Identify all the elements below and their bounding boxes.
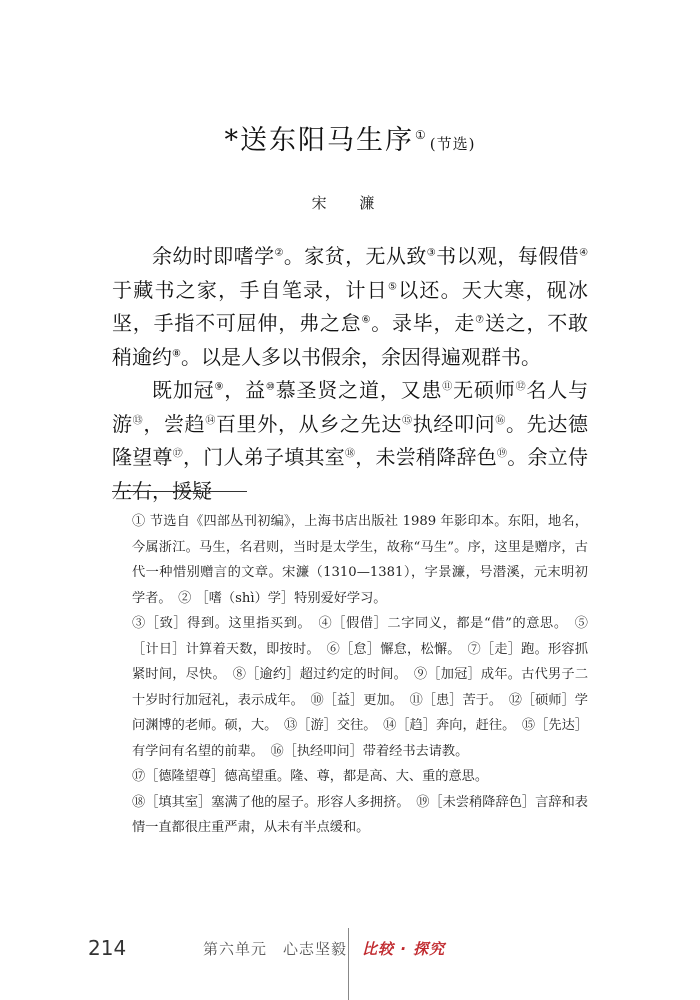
note-mark[interactable]: ⑪ <box>442 381 454 393</box>
title-subtitle: (节选) <box>429 135 476 153</box>
footnote-block: ③［致］得到。这里指买到。 ④［假借］二字同义，都是“借”的意思。 ⑤［计日］计算着天数，即按时。 ⑥［怠］懈怠，松懈。 ⑦［走］跑。形容抓紧时间，尽快。 ⑧［逾约］超过约定的时间。 ⑨［加冠］成年。古代男子二十岁时行加冠礼，表示成年。 ⑩［益］更加。 ⑪［患］苦于。 ⑫［硕师］学问渊博的老师。硕，大。 ⑬［游］交往。 ⑭［趋］奔向，赶往。 ⑮［先达］有学问有名望的前辈。 ⑯［执经叩问］带着经书去请教。 <box>132 616 588 759</box>
author-name: 宋 濂 <box>311 194 389 212</box>
paragraph <box>112 374 588 508</box>
text-run: ，未尝稍降辞色 <box>355 445 497 469</box>
note-mark[interactable]: ⑧ <box>172 347 181 359</box>
text-run: 名人与游 <box>112 378 589 436</box>
text-run: 。录毕，走 <box>371 311 476 335</box>
text-run: 于藏书之家，手自笔录，计日 <box>112 277 388 302</box>
text-run: 以还。天大寒，砚冰坚，手指不可屈伸，弗之怠 <box>112 277 589 335</box>
text-run: ，益 <box>224 378 266 402</box>
text-run: 百里外，从乡之先达 <box>216 411 403 436</box>
text-run: 送之，不敢稍逾约 <box>112 311 589 369</box>
note-mark[interactable]: ③ <box>426 247 437 259</box>
note-mark[interactable]: ⑩ <box>265 381 276 393</box>
page-number: 214 <box>88 936 127 960</box>
footnote-block: ⑰［德隆望尊］德高望重。隆、尊，都是高、大、重的意思。 <box>132 769 489 784</box>
footnote-block: ⑱［填其室］塞满了他的屋子。形容人多拥挤。 ⑲［未尝稍降辞色］言辞和表情一直都很庄重严肃，从未有半点缓和。 <box>132 794 588 835</box>
note-mark[interactable]: ② <box>274 247 284 259</box>
text-run: 余幼时即嗜学 <box>152 244 275 268</box>
text-run: 既加冠 <box>152 378 215 402</box>
note-mark[interactable]: ⑫ <box>515 381 527 393</box>
note-mark[interactable]: ⑨ <box>214 381 225 393</box>
title-text: *送东阳马生序 <box>224 125 414 156</box>
text-run: 无硕师 <box>453 378 516 402</box>
text-run: 。余立侍左右，援疑 <box>112 445 588 503</box>
page-footer <box>0 928 700 1000</box>
text-run: ，门人弟子填其室 <box>183 445 345 469</box>
footnotes <box>132 509 588 841</box>
note-mark[interactable]: ⑰ <box>172 448 183 460</box>
text-run: 。以是人多以书假余，余因得遍观群书。 <box>180 344 541 369</box>
section-label: 比较 · 探究 <box>362 940 446 958</box>
note-mark[interactable]: ⑯ <box>495 414 507 426</box>
essay-title <box>0 118 700 157</box>
footnote-divider <box>112 491 247 492</box>
note-mark[interactable]: ⑬ <box>132 414 144 426</box>
note-mark[interactable]: ⑦ <box>475 314 485 326</box>
text-run: 。先达德隆望尊 <box>112 411 589 469</box>
note-mark[interactable]: ⑤ <box>387 280 399 292</box>
text-run: 。家贫，无从致 <box>283 244 427 268</box>
note-mark[interactable]: ⑭ <box>205 414 217 426</box>
text-run: 慕圣贤之道，又患 <box>275 378 443 402</box>
text-run: ，尝趋 <box>143 411 206 436</box>
note-mark[interactable]: ④ <box>579 247 589 259</box>
footnote-block: ① 节选自《四部丛刊初编》，上海书店出版社 1989 年影印本。东阳，地名，今属浙江。马生，名君则，当时是太学生，故称“马生”。序，这里是赠序，古代一种惜别赠言的文章。宋濂（1310—1381），字景濂，号潜溪，元末明初学者。 ② ［嗜（shì）学］特别爱好学习。 <box>132 514 588 606</box>
note-mark[interactable]: ⑮ <box>402 414 413 426</box>
note-mark[interactable]: ⑥ <box>361 314 372 326</box>
paragraph <box>112 240 588 374</box>
unit-label: 第六单元 心志坚毅 <box>203 940 348 958</box>
text-run: 书以观，每假借 <box>436 244 580 268</box>
note-mark[interactable]: ⑲ <box>497 448 508 460</box>
essay-body <box>112 240 588 508</box>
title-note-mark: ① <box>415 128 428 142</box>
note-mark[interactable]: ⑱ <box>345 448 356 460</box>
footer-divider <box>348 928 349 1000</box>
text-run: 执经叩问 <box>412 411 496 436</box>
